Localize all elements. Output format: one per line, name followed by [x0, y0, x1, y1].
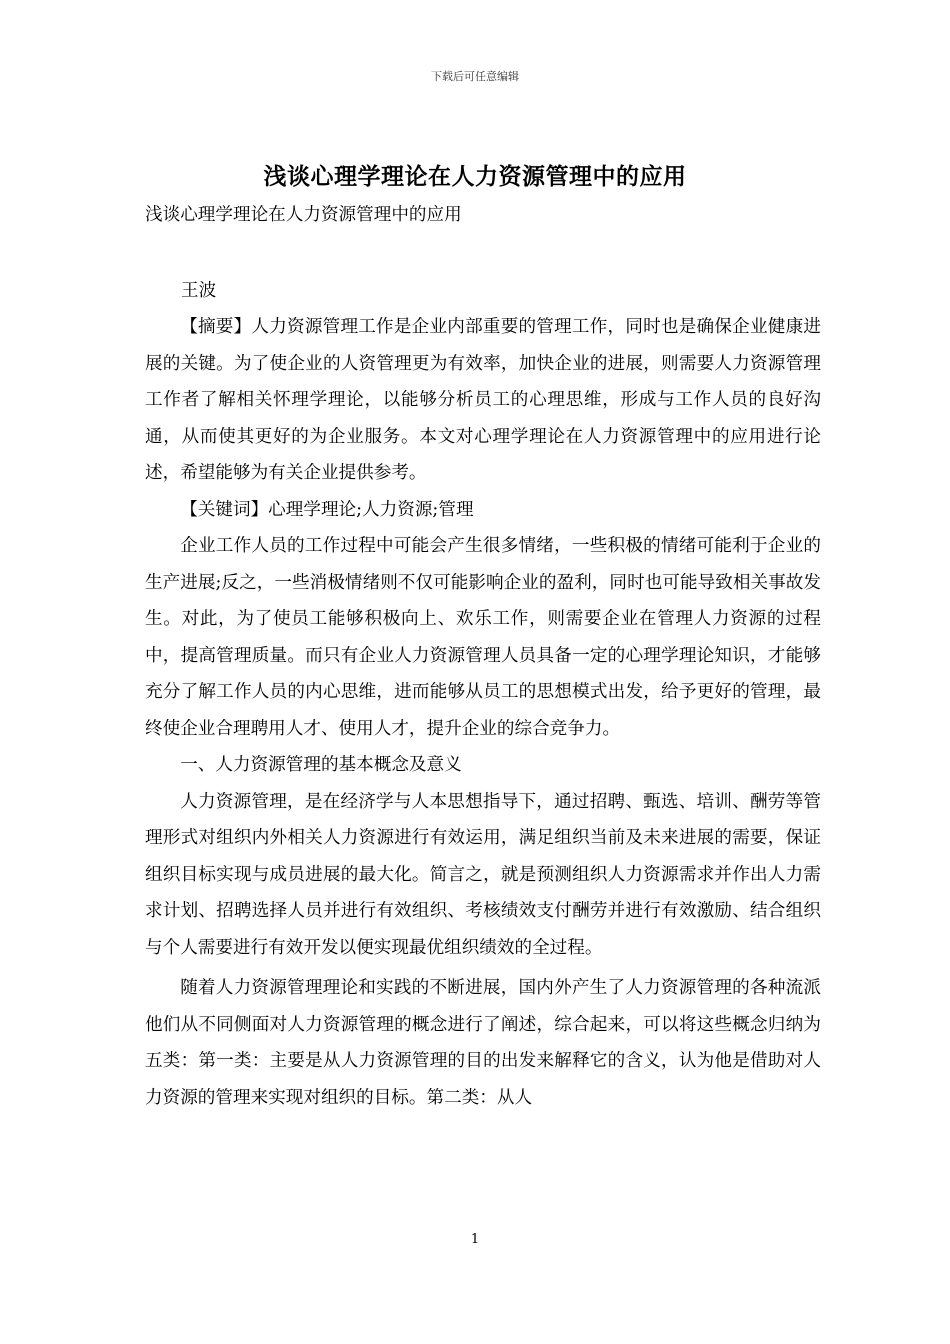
document-subtitle: 浅谈心理学理论在人力资源管理中的应用: [145, 205, 462, 225]
page-number: 1: [470, 1232, 480, 1247]
body-paragraph: 人力资源管理，是在经济学与人本思想指导下，通过招聘、甄选、培训、酬劳等管理形式对组织内外相关人力资源进行有效运用，满足组织当前及未来进展的需要，保证组织目标实现与成员进展的最大化。简言之，就是预测组织人力资源需求并作出人力需求计划、招聘选择人员并进行有效组织、考核绩效支付酬劳并进行有效激励、结合组织与个人需要进行有效开发以便实现最优组织绩效的全过程。: [145, 791, 821, 958]
section-heading: 一、人力资源管理的基本概念及意义: [180, 755, 462, 775]
keywords-paragraph: 【关键词】心理学理论;人力资源;管理: [180, 499, 474, 520]
document-body: [145, 309, 821, 1116]
header-note: 下载后可任意编辑: [431, 70, 519, 83]
body-paragraph: 随着人力资源管理理论和实践的不断进展，国内外产生了人力资源管理的各种流派他们从不同侧面对人力资源管理的概念进行了阐述，综合起来，可以将这些概念归纳为五类：第一类：主要是从人力资源管理的目的出发来解释它的含义，认为他是借助对人力资源的管理来实现对组织的目标。第二类：从人: [145, 978, 821, 1108]
intro-paragraph: 企业工作人员的工作过程中可能会产生很多情绪，一些积极的情绪可能利于企业的生产进展;反之，一些消极情绪则不仅可能影响企业的盈利，同时也可能导致相关事故发生。对此，为了使员工能够积极向上、欢乐工作，则需要企业在管理人力资源的过程中，提高管理质量。而只有企业人力资源管理人员具备一定的心理学理论知识，才能够充分了解工作人员的内心思维，进而能够从员工的思想模式出发，给予更好的管理，最终使企业合理聘用人才、使用人才，提升企业的综合竞争力。: [145, 536, 821, 739]
abstract-paragraph: 【摘要】人力资源管理工作是企业内部重要的管理工作，同时也是确保企业健康进展的关键。为了使企业的人资管理更为有效率，加快企业的进展，则需要人力资源管理工作者了解相关怀理学理论，以能够分析员工的心理思维，形成与工作人员的良好沟通，从而使其更好的为企业服务。本文对心理学理论在人力资源管理中的应用进行论述，希望能够为有关企业提供参考。: [145, 317, 821, 483]
document-title: 浅谈心理学理论在人力资源管理中的应用: [263, 163, 687, 190]
author-name: 王波: [181, 281, 217, 301]
